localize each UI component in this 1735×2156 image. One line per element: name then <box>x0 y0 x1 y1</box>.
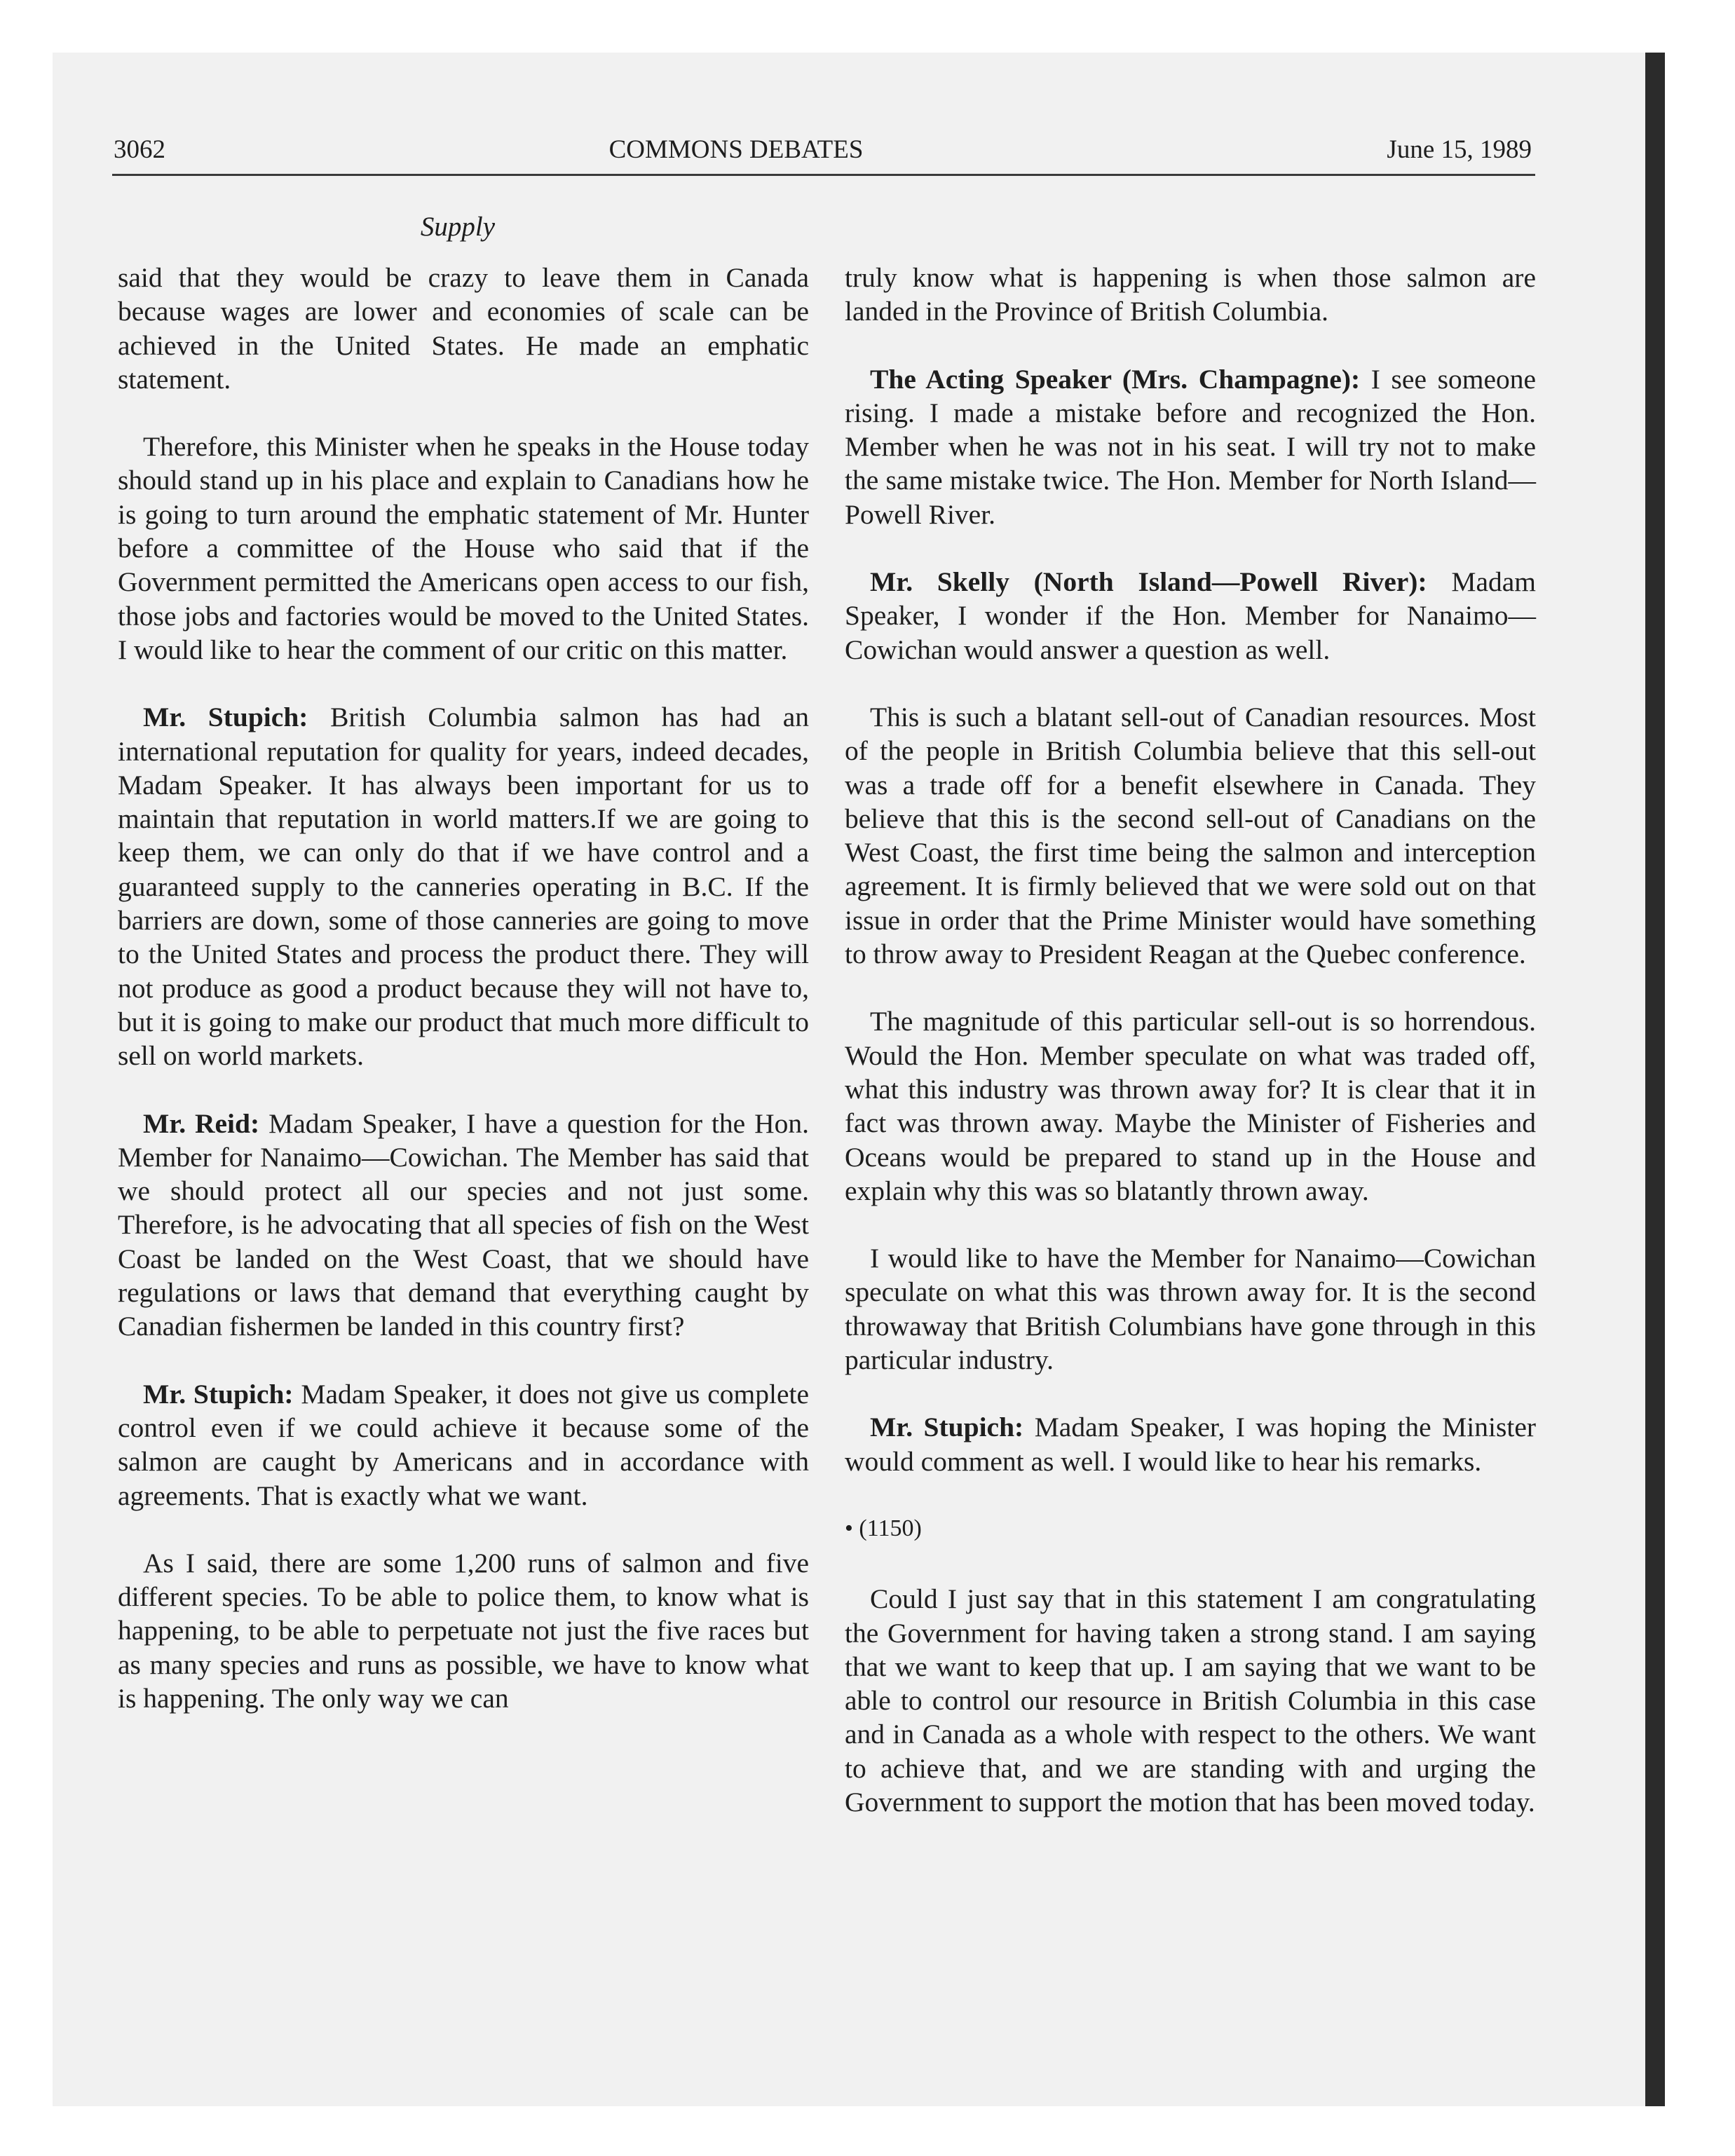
paragraph-text: I would like to have the Member for Nanaimo—Cowichan speculate on what this was thrown away for. It is the second throwaway that British Columbians have gone through in this particular industry. <box>845 1243 1536 1376</box>
paragraph <box>118 1377 809 1513</box>
section-label: Supply <box>420 212 496 242</box>
paragraph <box>118 261 809 396</box>
paragraph <box>118 700 809 1072</box>
paragraph <box>118 1107 809 1344</box>
speaker-name: Mr. Reid: <box>143 1107 260 1139</box>
paragraph-text: Madam Speaker, I wonder if the Hon. Member for Nanaimo—Cowichan would answer a question as well. <box>845 566 1536 665</box>
paragraph-text: Madam Speaker, I was hoping the Minister would comment as well. I would like to hear his remarks. <box>845 1412 1537 1477</box>
paragraph <box>845 700 1536 971</box>
paragraph <box>118 1546 809 1715</box>
paragraph <box>118 430 809 667</box>
speaker-name: Mr. Stupich: <box>143 702 308 733</box>
paragraph-text: Could I just say that in this statement I am congratulating the Government for having taken a strong stand. I am saying that we want to keep that up. I am saying that we want to be able to control our resource in British Columbia in this case and in Canada as a whole with respect to the others. We want to achieve that, and we are standing with and urging the Government to support the motion that has been moved today. <box>845 1583 1536 1817</box>
paragraph-text: British Columbia salmon has had an international reputation for quality for years, indeed decades, Madam Speaker. It has always been important for us to maintain that reputation in world matters.If we are going to keep them, we can only do that if we have control and a guaranteed supply to the canneries operating in B.C. If the barriers are down, some of those canneries are going to move to the United States and process the product there. They will not produce as good a product because they will not have to, but it is going to make our product that much more difficult to sell on world markets. <box>118 702 810 1072</box>
speaker-name: Mr. Stupich: <box>143 1378 294 1410</box>
paragraph-text: said that they would be crazy to leave them in Canada because wages are lower and economies of scale can be achieved in the United States. He made an emphatic statement. <box>118 262 809 395</box>
paragraph <box>845 362 1536 531</box>
paragraph <box>845 1241 1536 1377</box>
speaker-name: Mr. Skelly (North Island—Powell River): <box>870 566 1427 598</box>
speaker-name: Mr. Stupich: <box>870 1412 1024 1443</box>
paragraph-text: As I said, there are some 1,200 runs of salmon and five different species. To be able to police them, to know what is happening, to be able to perpetuate not just the five races but as many species and runs as possible, we have to know what is happening. The only way we can <box>118 1547 809 1714</box>
paragraph-text: The magnitude of this particular sell-out is so horrendous. Would the Hon. Member speculate on what was traded off, what this industry was thrown away for? It is clear that it in fact was thrown away. Maybe the Minister of Fisheries and Oceans would be prepared to stand up in the House and explain why this was so blatantly thrown away. <box>845 1006 1536 1206</box>
left-column <box>118 261 809 1749</box>
time-marker: • (1150) <box>845 1515 922 1541</box>
paragraph <box>845 565 1536 667</box>
paragraph <box>845 1004 1536 1208</box>
paragraph-text: Madam Speaker, it does not give us complete control even if we could achieve it because some of the salmon are caught by Americans and in accordance with agreements. That is exactly what we want. <box>118 1378 810 1511</box>
speaker-name: The Acting Speaker (Mrs. Champagne): <box>870 363 1361 395</box>
paragraph <box>845 1410 1536 1478</box>
paragraph-text: Therefore, this Minister when he speaks in the House today should stand up in his place and explain to Canadians how he is going to turn around the emphatic statement of Mr. Hunter before a committee of the House who said that if the Government permitted the Americans open access to our fish, those jobs and factories would be moved to the United States. I would like to hear the comment of our critic on this matter. <box>118 431 809 665</box>
paragraph <box>845 1582 1536 1819</box>
page-date: June 15, 1989 <box>1387 135 1532 164</box>
scan-edge <box>1645 53 1665 2106</box>
running-head: COMMONS DEBATES <box>608 135 864 164</box>
paragraph <box>845 261 1536 329</box>
header-rule <box>112 174 1535 176</box>
paragraph-text: Madam Speaker, I have a question for the Hon. Member for Nanaimo—Cowichan. The Member has said that we should protect all our species and not just some. Therefore, is he advocating that all species of fish on the West Coast be landed on the West Coast, that we should have regulations or laws that demand that everything caught by Canadian fishermen be landed in this country first? <box>118 1107 810 1342</box>
paragraph-text: This is such a blatant sell-out of Canadian resources. Most of the people in British Columbia believe that this sell-out was a trade off for a benefit elsewhere in Canada. They believe that this is the second sell-out of Canadians on the West Coast, the first time being the salmon and interception agreement. It is firmly believed that we were sold out on that issue in order that the Prime Minister would have something to throw away to President Reagan at the Quebec conference. <box>845 701 1536 970</box>
right-column <box>845 261 1536 1853</box>
paragraph-text: truly know what is happening is when those salmon are landed in the Province of British Columbia. <box>845 262 1536 327</box>
paragraph-text: I see someone rising. I made a mistake before and recognized the Hon. Member when he was not in his seat. I will try not to make the same mistake twice. The Hon. Member for North Island—Powell River. <box>845 363 1537 530</box>
page-number: 3062 <box>114 135 165 164</box>
